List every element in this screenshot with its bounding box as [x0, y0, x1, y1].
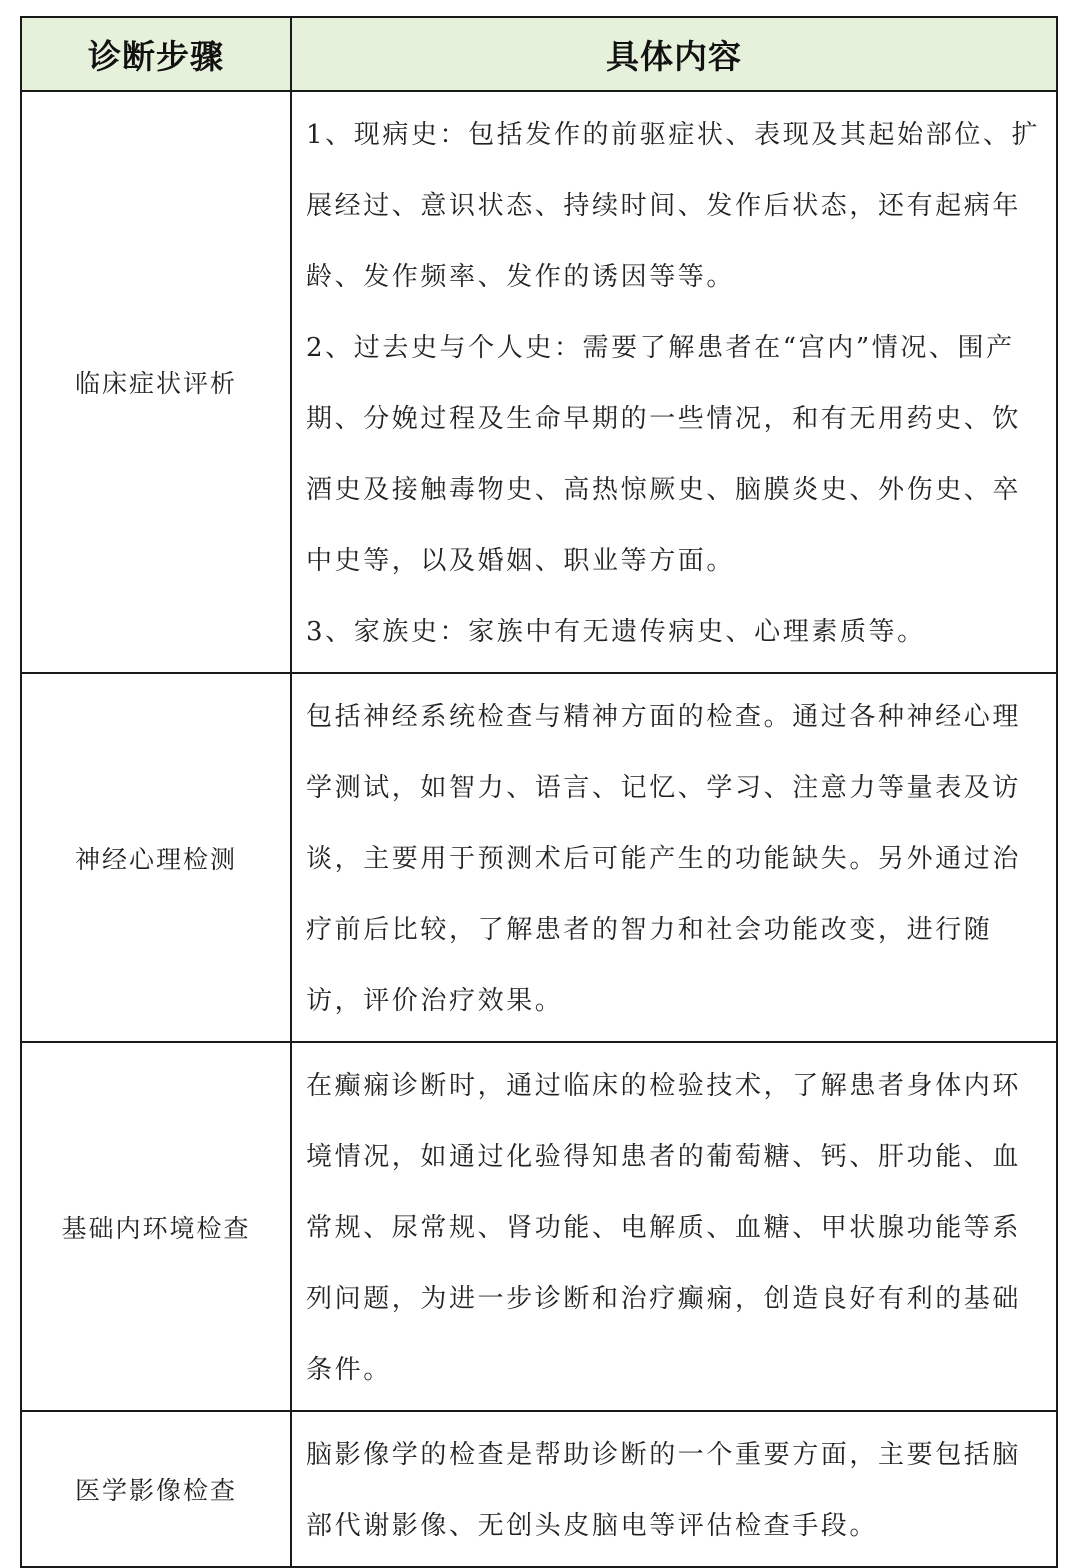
step-cell: 神经心理检测: [21, 673, 291, 1042]
content-paragraph: 3、家族史：家族中有无遗传病史、心理素质等。: [306, 617, 926, 647]
step-cell: 基础内环境检查: [21, 1042, 291, 1411]
diagnosis-table: [20, 16, 1058, 1568]
content-paragraph: 在癫痫诊断时，通过临床的检验技术，了解患者身体内环境情况，如通过化验得知患者的葡萄糖、钙、肝功能、血常规、尿常规、肾功能、电解质、血糖、甲状腺功能等系列问题，为进一步诊断和治疗癫痫，创造良好有利的基础条件。: [306, 1071, 1022, 1385]
table-row: [21, 1042, 1057, 1411]
content-paragraph: 1、现病史：包括发作的前驱症状、表现及其起始部位、扩展经过、意识状态、持续时间、发作后状态，还有起病年龄、发作频率、发作的诱因等等。: [306, 120, 1041, 292]
content-paragraph: 脑影像学的检查是帮助诊断的一个重要方面，主要包括脑部代谢影像、无创头皮脑电等评估检查手段。: [306, 1440, 1022, 1541]
content-cell: [291, 1411, 1057, 1567]
content-paragraph: 2、过去史与个人史：需要了解患者在“宫内”情况、围产期、分娩过程及生命早期的一些情况，和有无用药史、饮酒史及接触毒物史、高热惊厥史、脑膜炎史、外伤史、卒中史等，以及婚姻、职业等方面。: [306, 333, 1022, 576]
step-cell: 临床症状评析: [21, 91, 291, 673]
step-cell: 医学影像检查: [21, 1411, 291, 1567]
content-cell: [291, 91, 1057, 673]
table-row: [21, 91, 1057, 673]
header-row: [21, 17, 1057, 91]
table-row: [21, 673, 1057, 1042]
content-paragraph: 包括神经系统检查与精神方面的检查。通过各种神经心理学测试，如智力、语言、记忆、学习、注意力等量表及访谈，主要用于预测术后可能产生的功能缺失。另外通过治疗前后比较，了解患者的智力和社会功能改变，进行随访，评价治疗效果。: [306, 702, 1022, 1016]
content-cell: [291, 1042, 1057, 1411]
header-step: 诊断步骤: [21, 17, 291, 91]
table-row: [21, 1411, 1057, 1567]
content-cell: [291, 673, 1057, 1042]
header-content: 具体内容: [291, 17, 1057, 91]
